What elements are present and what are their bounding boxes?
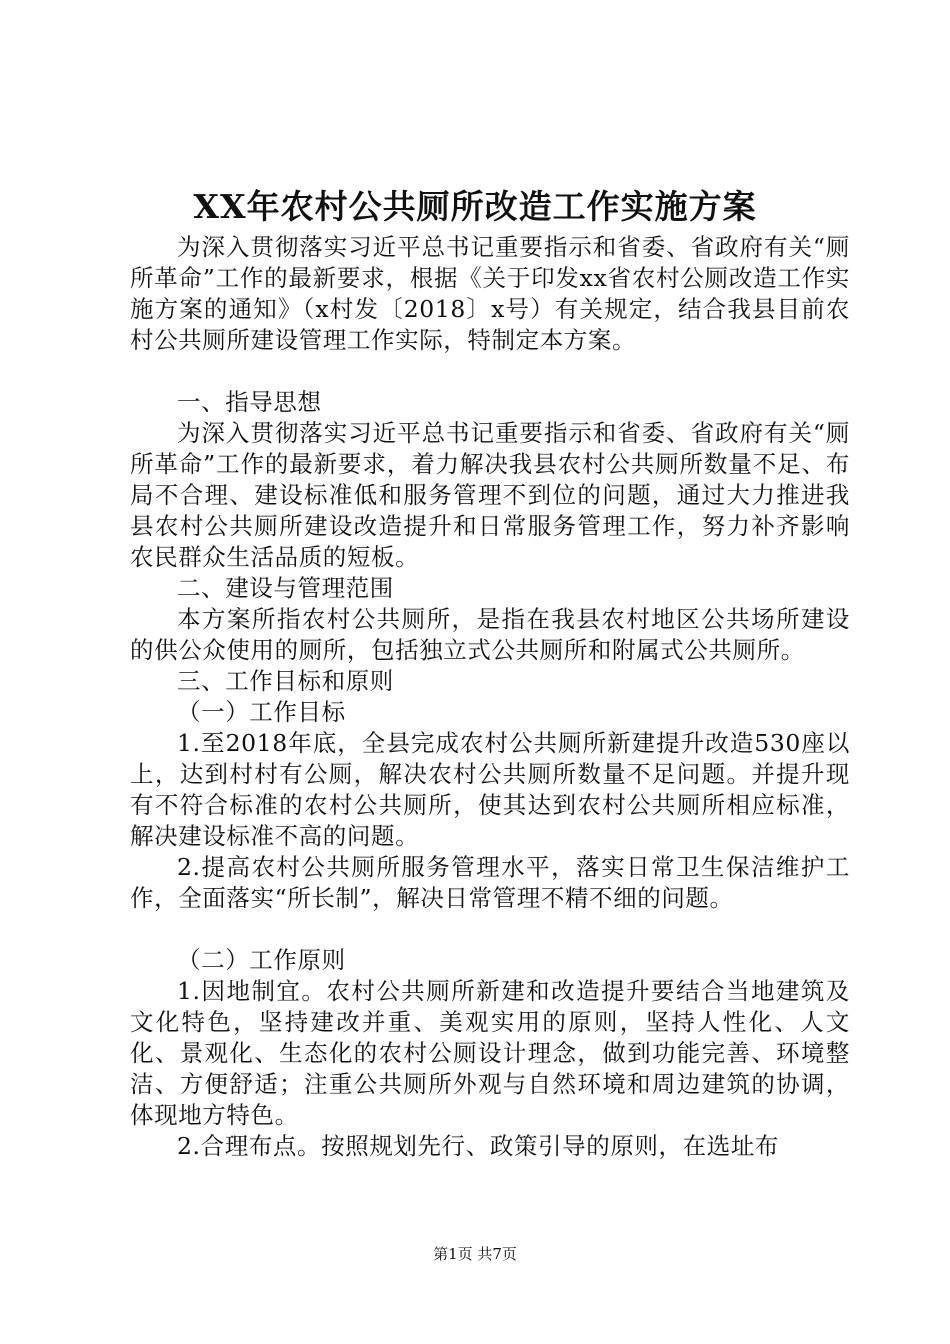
page-number-footer: 第1页 共7页 xyxy=(433,1245,517,1263)
principle-item-1: 1.因地制宜。农村公共厕所新建和改造提升要结合当地建筑及文化特色，坚持建改并重、美观实用的原则，坚持人性化、人文化、景观化、生态化的农村公厕设计理念，做到功能完善、环境整洁、方便舒适；注重公共厕所外观与自然环境和周边建筑的协调，体现地方特色。 xyxy=(130,977,850,1129)
subsection-heading-principles: （二）工作原则 xyxy=(177,946,346,974)
goal-item-2: 2.提高农村公共厕所服务管理水平，落实日常卫生保洁维护工作，全面落实“所长制”，解决日常管理不精不细的问题。 xyxy=(130,853,850,912)
goal-item-1: 1.至2018年底，全县完成农村公共厕所新建提升改造530座以上，达到村村有公厕，解决农村公共厕所数量不足问题。并提升现有不符合标准的农村公共厕所，使其达到农村公共厕所相应标准，解决建设标准不高的问题。 xyxy=(130,729,850,850)
section-heading-goals-principles: 三、工作目标和原则 xyxy=(177,667,394,695)
principle-item-2: 2.合理布点。按照规划先行、政策引导的原则，在选址布 xyxy=(177,1132,780,1160)
section-heading-guiding-ideology: 一、指导思想 xyxy=(177,388,322,416)
intro-paragraph: 为深入贯彻落实习近平总书记重要指示和省委、省政府有关“厕所革命”工作的最新要求，根据《关于印发xx省农村公厕改造工作实施方案的通知》（x村发〔2018〕x号）有关规定，结合我县目前农村公共厕所建设管理工作实际，特制定本方案。 xyxy=(130,233,850,354)
guiding-ideology-paragraph: 为深入贯彻落实习近平总书记重要指示和省委、省政府有关“厕所革命”工作的最新要求，着力解决我县农村公共厕所数量不足、布局不合理、建设标准低和服务管理不到位的问题，通过大力推进我县农村公共厕所建设改造提升和日常服务管理工作，努力补齐影响农民群众生活品质的短板。 xyxy=(130,419,850,571)
subsection-heading-goals: （一）工作目标 xyxy=(177,698,346,726)
document-title: XX年农村公共厕所改造工作实施方案 xyxy=(193,187,757,226)
scope-paragraph: 本方案所指农村公共厕所，是指在我县农村地区公共场所建设的供公众使用的厕所，包括独立式公共厕所和附属式公共厕所。 xyxy=(130,605,850,664)
section-heading-scope: 二、建设与管理范围 xyxy=(177,574,394,602)
document-body xyxy=(130,232,850,1162)
